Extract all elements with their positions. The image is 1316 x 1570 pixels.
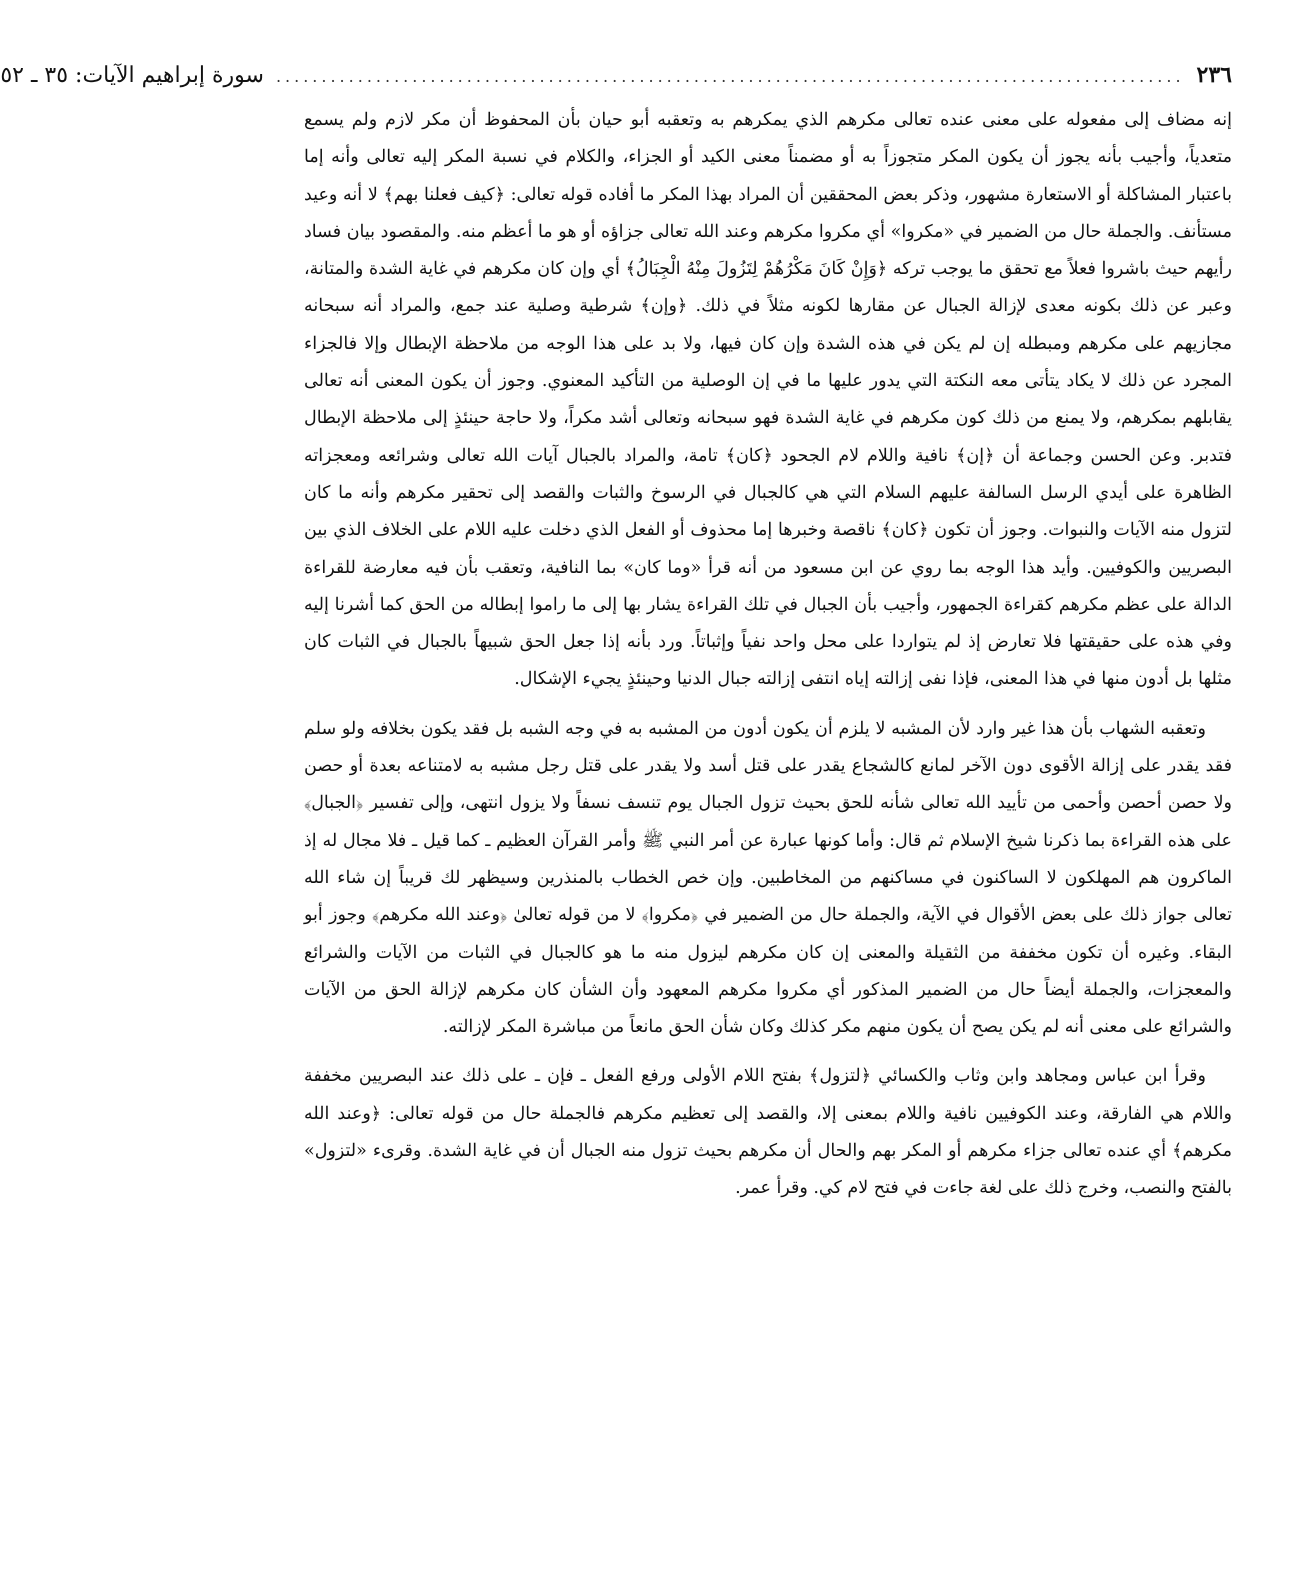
body-text [304, 102, 1232, 1208]
surah-title: سورة إبراهيم الآيات: ٣٥ ـ ٥٢ [0, 63, 264, 88]
paragraph: إنه مضاف إلى مفعوله على معنى عنده تعالى مكرهم الذي يمكرهم به وتعقبه أبو حيان بأن المحفوظ أن مكر لازم ولم يسمع متعدياً، وأجيب بأنه يجوز أن يكون المكر متجوزاً به أو مضمناً معنى الكيد أو الجزاء، والكلام في نسبة المكر إليه تعالى وأنه إما باعتبار المشاكلة أو الاستعارة مشهور، وذكر بعض المحققين أن المراد بهذا المكر ما أفاده قوله تعالى: ﴿كيف فعلنا بهم﴾ لا أنه وعيد مستأنف. والجملة حال من الضمير في «مكروا» أي مكروا مكرهم وعند الله تعالى جزاؤه أو هو ما أعظم منه. والمقصود بيان فساد رأيهم حيث باشروا فعلاً مع تحقق ما يوجب تركه ﴿وَإِنْ كَانَ مَكْرُهُمْ لِتَزُولَ مِنْهُ الْجِبَالُ﴾ أي وإن كان مكرهم في غاية الشدة والمتانة، وعبر عن ذلك بكونه معدى لإزالة الجبال عن مقارها لكونه مثلاً في ذلك. ﴿وإن﴾ شرطية وصلية عند جمع، والمراد أنه سبحانه مجازيهم على مكرهم ومبطله إن لم يكن في هذه الشدة وإن كان فيها، ولا بد على هذا الوجه من ملاحظة الإبطال وإلا فالجزاء المجرد عن ذلك لا يكاد يتأتى معه النكتة التي يدور عليها ما في إن الوصلية من التأكيد المعنوي. وجوز أن يكون المعنى أنه تعالى يقابلهم بمكرهم، ولا يمنع من ذلك كون مكرهم في غاية الشدة فهو سبحانه وتعالى أشد مكراً، ولا حاجة حينئذٍ إلى ملاحظة الإبطال فتدبر. وعن الحسن وجماعة أن ﴿إن﴾ نافية واللام لام الجحود ﴿كان﴾ تامة، والمراد بالجبال آيات الله تعالى وشرائعه ومعجزاته الظاهرة على أيدي الرسل السالفة عليهم السلام التي هي كالجبال في الرسوخ والثبات والقصد إلى تحقير مكرهم وأنه ما كان لتزول منه الآيات والنبوات. وجوز أن تكون ﴿كان﴾ ناقصة وخبرها إما محذوف أو الفعل الذي دخلت عليه اللام على الخلاف الذي بين البصريين والكوفيين. وأيد هذا الوجه بما روي عن ابن مسعود من أنه قرأ «وما كان» بما النافية، وتعقب بأن فيه معارضة للقراءة الدالة على عظم مكرهم كقراءة الجمهور، وأجيب بأن الجبال في تلك القراءة يشار بها إلى ما راموا إبطاله من الحق كما أشرنا إليه وفي هذه على حقيقتها فلا تعارض إذ لم يتواردا على محل واحد نفياً وإثباتاً. ورد بأنه إذا جعل الحق شبيهاً بالجبال في الثبات كان مثلها بل أدون منها في هذا المعنى، فإذا نفى إزالته إياه انتفى إزالته جبال الدنيا وحينئذٍ يجيء الإشكال. [304, 110, 1232, 690]
paragraph: وقرأ ابن عباس ومجاهد وابن وثاب والكسائي ﴿لتزول﴾ بفتح اللام الأولى ورفع الفعل ـ فإن ـ على ذلك عند البصريين مخففة واللام هي الفارقة، وعند الكوفيين نافية واللام بمعنى إلا، والقصد إلى تعظيم مكرهم فالجملة حال من قوله تعالى: ﴿وعند الله مكرهم﴾ أي عنده تعالى جزاء مكرهم أو المكر بهم والحال أن مكرهم بحيث تزول منه الجبال أن في غاية الشدة. وقرىء «لتزول» بالفتح والنصب، وخرج ذلك على لغة جاءت في فتح لام كي. وقرأ عمر. [304, 1066, 1232, 1199]
page-number: ٢٣٦ [1196, 62, 1232, 88]
paragraph: وتعقبه الشهاب بأن هذا غير وارد لأن المشبه لا يلزم أن يكون أدون من المشبه به في وجه الشبه بل فقد يكون بخلافه ولو سلم فقد يقدر على إزالة الأقوى دون الآخر لمانع كالشجاع يقدر على قتل أسد ولا يقدر على قتل رجل مشبه به لامتناعه بعدة أو حصن ولا حصن أحصن وأحمى من تأييد الله تعالى شأنه للحق بحيث تزول الجبال يوم تنسف نسفاً ولا يزول انتهى، وإلى تفسير ﴿الجبال﴾ على هذه القراءة بما ذكرنا شيخ الإسلام ثم قال: وأما كونها عبارة عن أمر النبي ﷺ وأمر القرآن العظيم ـ كما قيل ـ فلا مجال له إذ الماكرون هم المهلكون لا الساكنون في مساكنهم من المخاطبين. وإن خص الخطاب بالمنذرين وسيظهر لك قريباً إن شاء الله تعالى جواز ذلك على بعض الأقوال في الآية، والجملة حال من الضمير في ﴿مكروا﴾ لا من قوله تعالىٰ ﴿وعند الله مكرهم﴾ وجوز أبو البقاء. وغيره أن تكون مخففة من الثقيلة والمعنى إن كان مكرهم ليزول منه ما هو كالجبال في الثبات من الآيات والشرائع والمعجزات، والجملة أيضاً حال من الضمير المذكور أي مكروا مكرهم المعهود وأن الشأن كان مكرهم لإزالة الحق من الآيات والشرائع على معنى أنه لم يكن يصح أن يكون منهم مكر كذلك وكان شأن الحق مانعاً من مباشرة المكر لإزالته. [304, 718, 1232, 1038]
running-header [0, 60, 1232, 96]
header-dot-leader: .................................................................................................... [275, 67, 1185, 86]
